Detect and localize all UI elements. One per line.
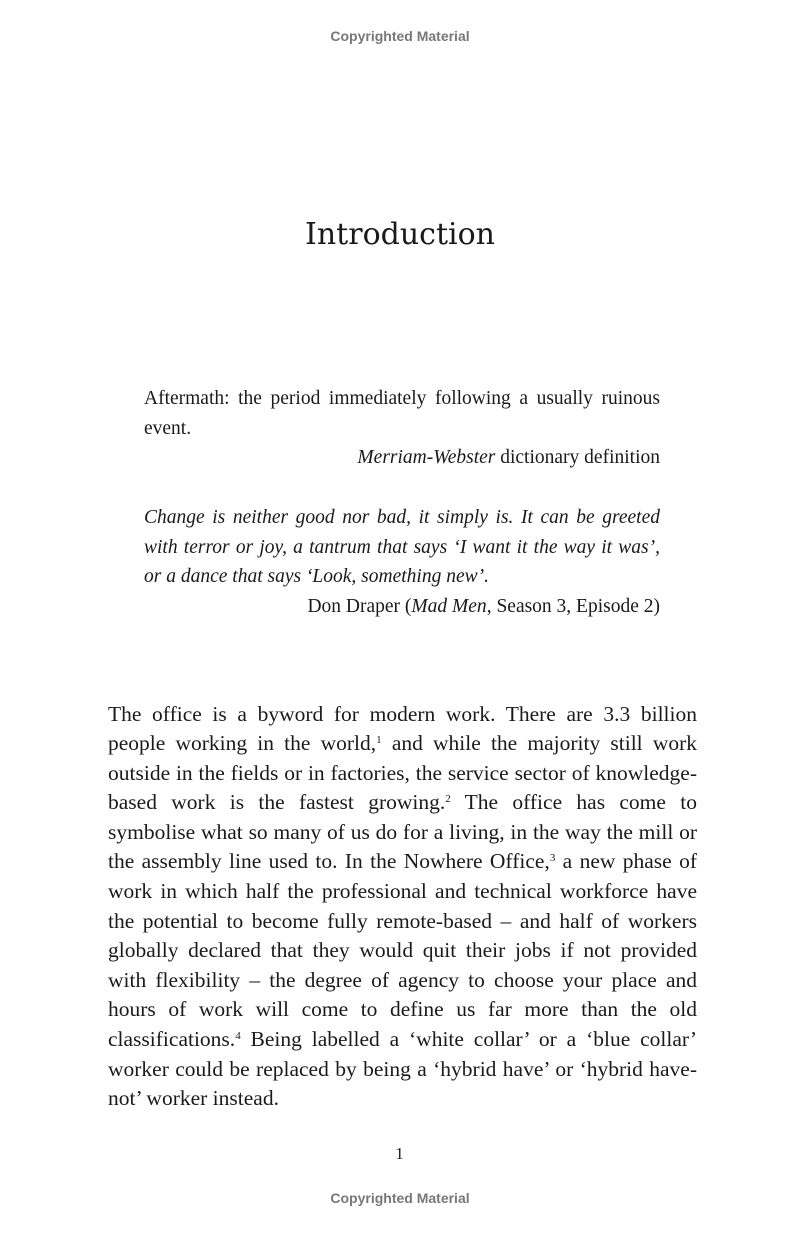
attribution-speaker: Don Draper ( — [307, 595, 412, 617]
copyright-watermark-bottom: Copyrighted Material — [330, 1190, 470, 1206]
body-sentence: Being labelled a ‘white collar’ or a ‘blue collar’ worker could be replaced by being a ‘hybrid have’ or ‘hybrid have-not’ worker instead. — [108, 1027, 697, 1111]
epigraph-mad-men — [144, 503, 660, 621]
epigraph-attribution — [144, 443, 660, 473]
epigraph-dictionary — [144, 384, 660, 473]
copyright-watermark-top: Copyrighted Material — [330, 28, 470, 44]
body-sentence: a new phase of work in which half the professional and technical workforce have the potential to become fully remote-based – and half of workers globally declared that they would quit their jobs if not provided with flexibility – the degree of agency to choose your place and hours of work will come to define us far more than the old classifications. — [108, 849, 697, 1052]
attribution-episode: , Season 3, Episode 2) — [486, 595, 660, 617]
chapter-title: Introduction — [305, 217, 495, 253]
body-sentence: The office has come to symbolise what so many of us do for a living, in the way the mill or the assembly line used to. In the Nowhere Office, — [108, 790, 697, 874]
body-paragraph — [108, 700, 697, 1114]
epigraph-quote: Change is neither good nor bad, it simply is. It can be greeted with terror or joy, a tantrum that says ‘I want it the way it was’, or a dance that says ‘Look, something new’. — [144, 507, 660, 587]
body-sentence: The office is a byword for modern work. There are 3.3 billion people working in the world, — [108, 701, 697, 756]
epigraph-attribution — [144, 592, 660, 622]
footnote-marker[interactable]: 2 — [445, 793, 451, 806]
footnote-marker[interactable]: 3 — [549, 852, 556, 865]
page-number: 1 — [395, 1144, 405, 1163]
epigraph-quote: Aftermath: the period immediately following a usually ruinous event. — [144, 388, 660, 439]
footnote-marker[interactable]: 4 — [235, 1030, 241, 1043]
footnote-marker[interactable]: 1 — [376, 734, 382, 747]
body-sentence: and while the majority still work outside in the fields or in factories, the service sector of knowledge-based work is the fastest growing. — [108, 731, 697, 815]
attribution-show: Mad Men — [411, 595, 487, 617]
attribution-detail: dictionary definition — [495, 447, 660, 468]
attribution-source: Merriam-Webster — [357, 447, 496, 468]
